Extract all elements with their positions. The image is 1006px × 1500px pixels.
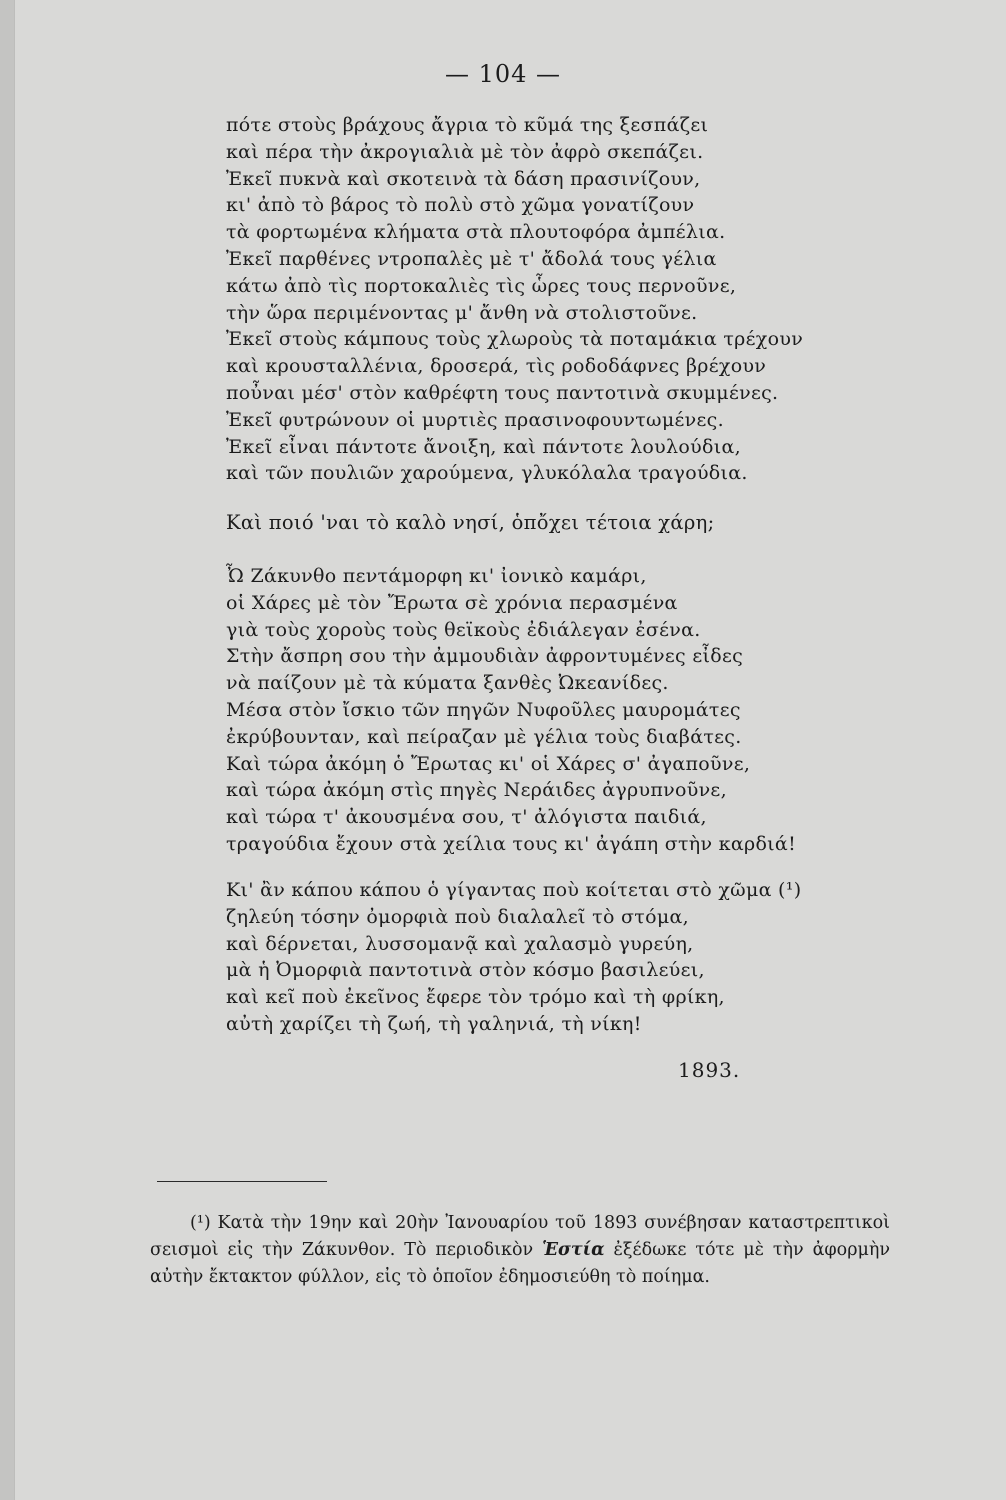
poem-line: μὰ ἡ Ὀμορφιὰ παντοτινὰ στὸν κόσμο βασιλεύει, <box>226 959 705 982</box>
poem-line: Καὶ τώρα ἀκόμη ὁ Ἔρωτας κι' οἱ Χάρες σ' ἀγαποῦνε, <box>226 752 751 775</box>
poem-date: 1893. <box>678 1058 741 1082</box>
poem-line: ζηλεύη τόσην ὀμορφιὰ ποὺ διαλαλεῖ τὸ στόμα, <box>226 905 689 928</box>
poem-line: κι' ἀπὸ τὸ βάρος τὸ πολὺ στὸ χῶμα γονατίζουν <box>226 194 695 217</box>
poem-stanza-2 <box>226 510 715 537</box>
poem-line: καὶ τῶν πουλιῶν χαρούμενα, γλυκόλαλα τραγούδια. <box>226 462 748 485</box>
footnote-journal-name: Ἑστία <box>542 1240 605 1260</box>
poem-stanza-4 <box>226 877 801 1038</box>
poem-line: καὶ κρουσταλλένια, δροσερά, τὶς ροδοδάφνες βρέχουν <box>226 355 767 378</box>
poem-line: γιὰ τοὺς χοροὺς τοὺς θεϊκοὺς ἐδιάλεγαν ἐσένα. <box>226 618 701 641</box>
page-number: — 104 — <box>444 60 562 88</box>
footnote-marker: (¹) <box>190 1213 211 1233</box>
poem-line: Ἐκεῖ πυκνὰ καὶ σκοτεινὰ τὰ δάση πρασινίζουν, <box>226 167 701 190</box>
poem-line: αὐτὴ χαρίζει τὴ ζωή, τὴ γαληνιά, τὴ νίκη! <box>226 1012 642 1035</box>
poem-line: καὶ τώρα τ' ἀκουσμένα σου, τ' ἀλόγιστα παιδιά, <box>226 806 707 829</box>
page-edge-shadow <box>0 0 15 1500</box>
poem-line: Κι' ἂν κάπου κάπου ὁ γίγαντας ποὺ κοίτεται στὸ χῶμα (¹) <box>226 879 802 901</box>
poem-line: Ἐκεῖ φυτρώνουν οἱ μυρτιὲς πρασινοφουντωμένες. <box>226 408 724 431</box>
footnote-text-start: Κατὰ τὴν 19ην καὶ 20ὴν Ἰανουαρίου τοῦ 1893 συνέβησαν καταστρεπτικοὶ σεισμοὶ εἰς τὴν Ζάκυνθον. Τὸ περιοδικὸν <box>150 1213 890 1260</box>
footnote-divider <box>157 1181 327 1182</box>
poem-line: κάτω ἀπὸ τὶς πορτοκαλιὲς τὶς ὧρες τους περνοῦνε, <box>226 274 737 297</box>
poem-line: Καὶ ποιό 'ναι τὸ καλὸ νησί, ὁπὄχει τέτοια χάρη; <box>226 511 715 534</box>
poem-stanza-3 <box>226 563 796 858</box>
poem-line: Ὦ Ζάκυνθο πεντάμορφη κι' ἰονικὸ καμάρι, <box>226 565 647 587</box>
poem-line: τὴν ὥρα περιμένοντας μ' ἄνθη νὰ στολιστοῦνε. <box>226 301 698 324</box>
poem-line: τὰ φορτωμένα κλήματα στὰ πλουτοφόρα ἀμπέλια. <box>226 221 726 244</box>
poem-line: πότε στοὺς βράχους ἄγρια τὸ κῦμά της ξεσπάζει <box>226 114 709 136</box>
poem-line: καὶ δέρνεται, λυσσομανᾷ καὶ χαλασμὸ γυρεύη, <box>226 932 694 955</box>
poem-line: Στὴν ἄσπρη σου τὴν ἀμμουδιὰν ἀφροντυμένες εἶδες <box>226 645 744 668</box>
poem-line: ποὖναι μέσ' στὸν καθρέφτη τους παντοτινὰ σκυμμένες. <box>226 381 779 404</box>
poem-line: τραγούδια ἔχουν στὰ χείλια τους κι' ἀγάπη στὴν καρδιά! <box>226 832 797 855</box>
poem-line: Ἐκεῖ στοὺς κάμπους τοὺς χλωροὺς τὰ ποταμάκια τρέχουν <box>226 328 804 351</box>
poem-line: Ἐκεῖ παρθένες ντροπαλὲς μὲ τ' ἄδολά τους γέλια <box>226 247 717 270</box>
poem-stanza-1 <box>226 112 803 487</box>
poem-line: καὶ τώρα ἀκόμη στὶς πηγὲς Νεράιδες ἀγρυπνοῦνε, <box>226 779 727 802</box>
poem-line: ἐκρύβουνταν, καὶ πείραζαν μὲ γέλια τοὺς διαβάτες. <box>226 725 742 748</box>
poem-line: καὶ κεῖ ποὺ ἐκεῖνος ἔφερε τὸν τρόμο καὶ τὴ φρίκη, <box>226 986 725 1009</box>
poem-line: καὶ πέρα τὴν ἀκρογιαλιὰ μὲ τὸν ἀφρὸ σκεπάζει. <box>226 140 704 163</box>
footnote-text-end: ἐξέδωκε τότε μὲ τὴν ἀφορμὴν αὐτὴν ἔκτακτον φύλλον, εἰς τὸ ὁποῖον ἐδημοσιεύθη τὸ ποίημα. <box>150 1240 890 1287</box>
poem-line: νὰ παίζουν μὲ τὰ κύματα ξανθὲς Ὠκεανίδες. <box>226 672 669 695</box>
footnote <box>150 1210 890 1291</box>
poem-line: οἱ Χάρες μὲ τὸν Ἔρωτα σὲ χρόνια περασμένα <box>226 591 678 614</box>
poem-line: Ἐκεῖ εἶναι πάντοτε ἄνοιξη, καὶ πάντοτε λουλούδια, <box>226 435 741 458</box>
poem-line: Μέσα στὸν ἴσκιο τῶν πηγῶν Νυφοῦλες μαυρομάτες <box>226 698 741 721</box>
